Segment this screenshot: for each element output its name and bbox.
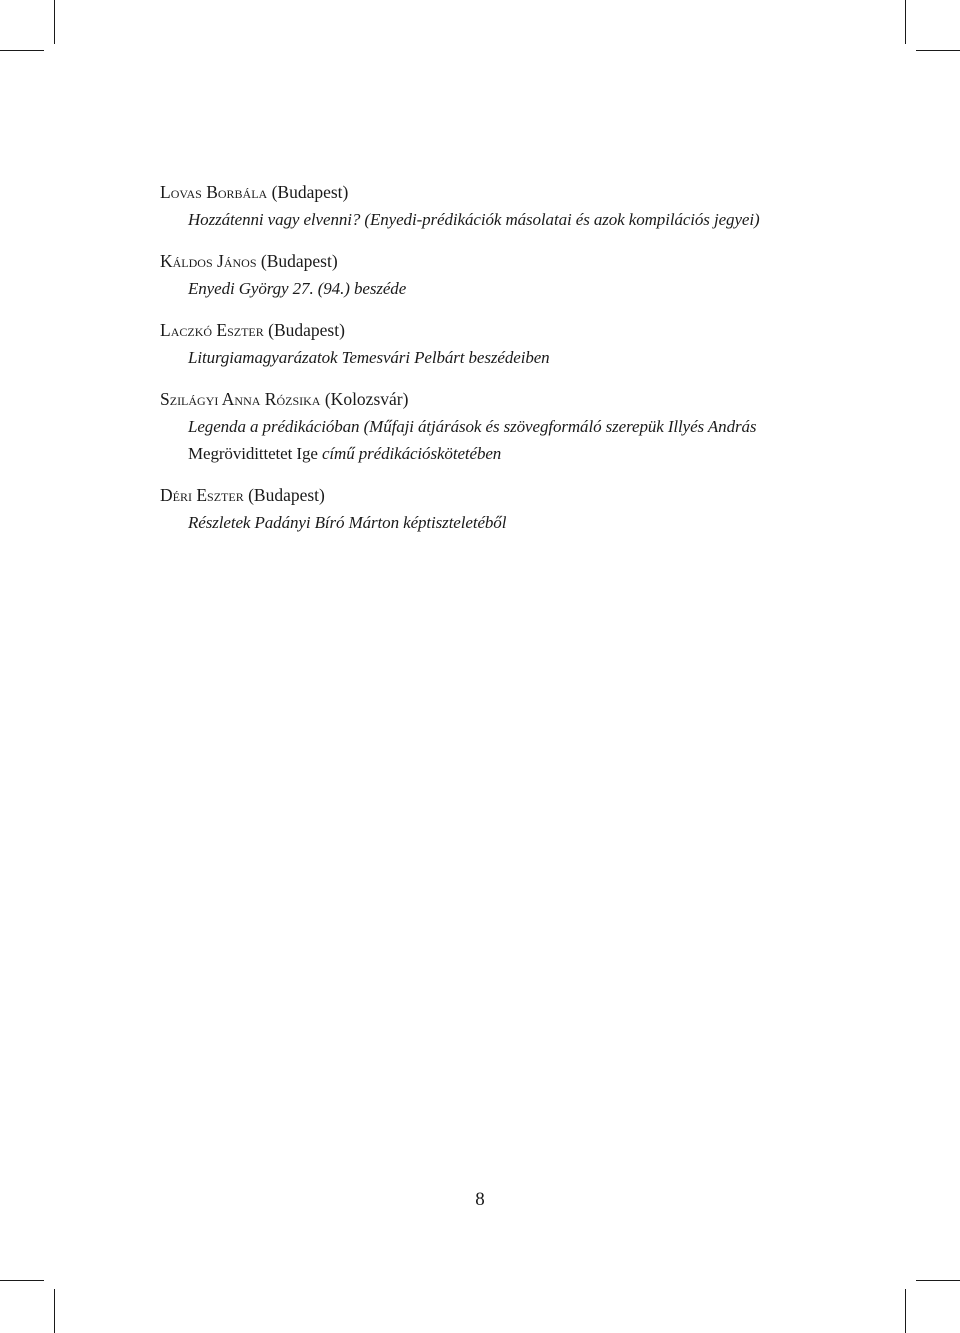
entry-title: Részletek Padányi Bíró Márton képtiszteletéből xyxy=(188,513,507,532)
crop-mark-bottom-left-horizontal xyxy=(0,1280,44,1281)
crop-mark-bottom-right-vertical xyxy=(905,1289,906,1333)
author-place: (Budapest) xyxy=(248,485,325,505)
entry-author-line xyxy=(160,247,900,275)
entry-author-line xyxy=(160,316,900,344)
cited-book-title: Megrövidittetet Ige xyxy=(188,444,318,463)
author-name: Déri Eszter xyxy=(160,485,244,505)
entry-author-line xyxy=(160,178,900,206)
entry-title-continued xyxy=(188,440,900,467)
author-name: Lovas Borbála xyxy=(160,182,268,202)
entry-title-tail: című prédikációskötetében xyxy=(317,444,502,463)
entry xyxy=(160,247,900,302)
page-number: 8 xyxy=(475,1189,485,1210)
author-name: Laczkó Eszter xyxy=(160,320,264,340)
program-entries xyxy=(160,178,900,550)
crop-mark-top-left-horizontal xyxy=(0,50,44,51)
entry xyxy=(160,178,900,233)
entry-title: Hozzátenni vagy elvenni? (Enyedi-prédikációk másolatai és azok kompilációs jegyei) xyxy=(188,210,760,229)
entry xyxy=(160,316,900,371)
entry xyxy=(160,481,900,536)
crop-mark-bottom-right-horizontal xyxy=(916,1280,960,1281)
crop-mark-top-left-vertical xyxy=(54,0,55,44)
entry-title: Enyedi György 27. (94.) beszéde xyxy=(188,279,407,298)
crop-mark-top-right-vertical xyxy=(905,0,906,44)
entry-title: Liturgiamagyarázatok Temesvári Pelbárt beszédeiben xyxy=(188,348,550,367)
author-place: (Kolozsvár) xyxy=(324,389,409,409)
author-name: Káldos János xyxy=(160,251,257,271)
entry-title: Legenda a prédikációban (Műfaji átjárások és szövegformáló szerepük Illyés András xyxy=(188,417,757,436)
crop-mark-bottom-left-vertical xyxy=(54,1289,55,1333)
entry xyxy=(160,385,900,467)
entry-author-line xyxy=(160,385,900,413)
author-name: Szilágyi Anna Rózsika xyxy=(160,389,321,409)
crop-mark-top-right-horizontal xyxy=(916,50,960,51)
author-place: (Budapest) xyxy=(271,182,349,202)
entry-author-line xyxy=(160,481,900,509)
author-place: (Budapest) xyxy=(260,251,338,271)
author-place: (Budapest) xyxy=(268,320,345,340)
